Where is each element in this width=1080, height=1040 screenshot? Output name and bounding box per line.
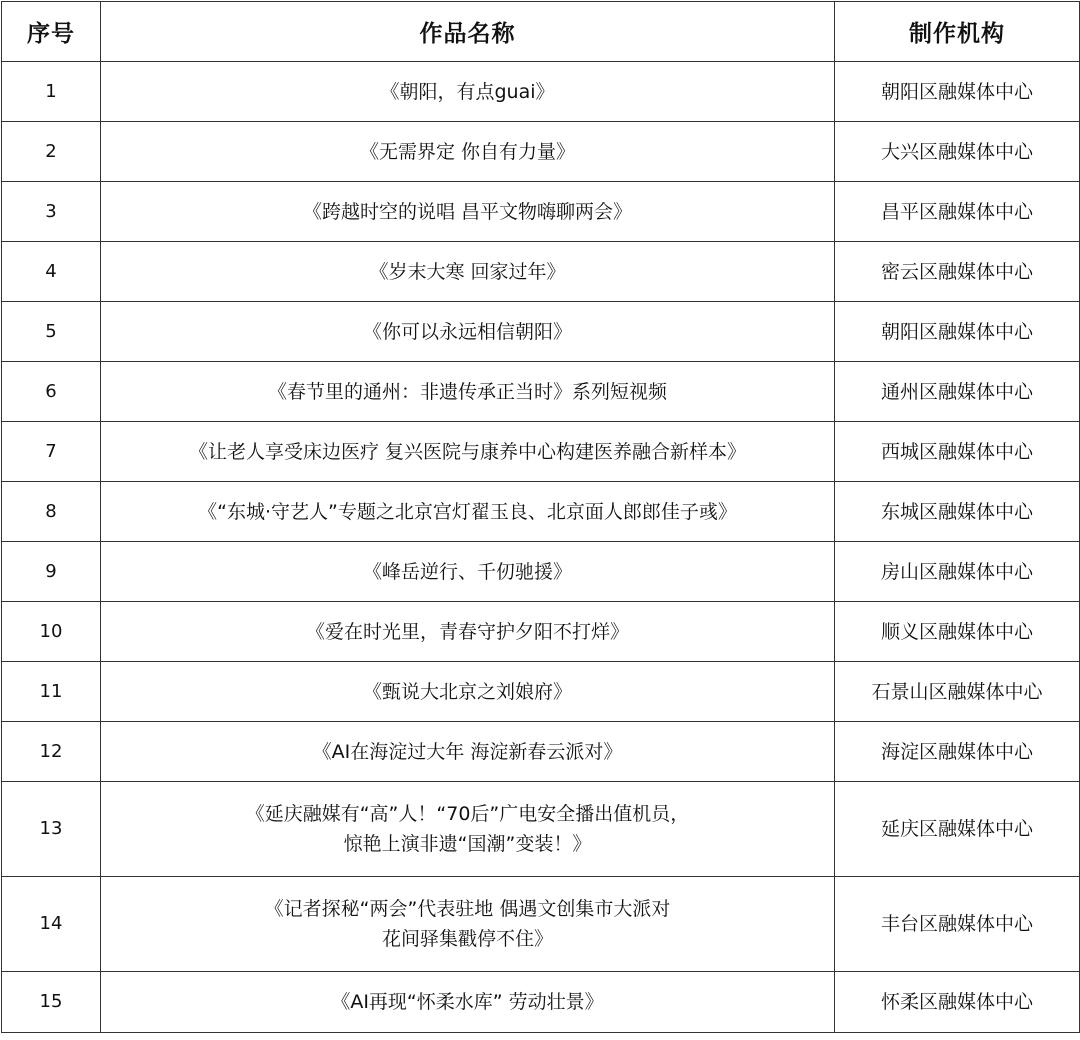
work-title-line: 花间驿集戳停不住》 xyxy=(381,928,553,950)
work-title xyxy=(101,422,835,482)
row-number: 13 xyxy=(2,782,101,877)
work-title-line: 《你可以永远相信朝阳》 xyxy=(362,320,572,343)
work-title xyxy=(101,782,835,877)
production-organization: 朝阳区融媒体中心 xyxy=(835,302,1080,362)
row-number: 8 xyxy=(2,482,101,542)
production-organization: 顺义区融媒体中心 xyxy=(835,602,1080,662)
work-title xyxy=(101,302,835,362)
work-title xyxy=(101,182,835,242)
row-number: 11 xyxy=(2,662,101,722)
work-title-line: 《甄说大北京之刘娘府》 xyxy=(362,680,572,703)
work-title-line: 《春节里的通州：非遗传承正当时》系列短视频 xyxy=(267,380,667,403)
row-number: 9 xyxy=(2,542,101,602)
table-row xyxy=(2,662,1080,722)
production-organization: 密云区融媒体中心 xyxy=(835,242,1080,302)
table-row xyxy=(2,182,1080,242)
table-row xyxy=(2,62,1080,122)
work-title xyxy=(101,972,835,1033)
table-row xyxy=(2,542,1080,602)
row-number: 14 xyxy=(2,877,101,972)
header-title: 作品名称 xyxy=(101,2,835,62)
work-title xyxy=(101,662,835,722)
work-title-line: 《无需界定 你自有力量》 xyxy=(359,140,576,163)
table-row xyxy=(2,242,1080,302)
work-title-line: 《跨越时空的说唱 昌平文物嗨聊两会》 xyxy=(302,200,633,223)
table-row xyxy=(2,782,1080,877)
work-title xyxy=(101,877,835,972)
production-organization: 东城区融媒体中心 xyxy=(835,482,1080,542)
production-organization: 房山区融媒体中心 xyxy=(835,542,1080,602)
header-row xyxy=(2,2,1080,62)
production-organization: 昌平区融媒体中心 xyxy=(835,182,1080,242)
table-row xyxy=(2,722,1080,782)
production-organization: 朝阳区融媒体中心 xyxy=(835,62,1080,122)
work-title xyxy=(101,482,835,542)
work-title-line: 《AI再现“怀柔水库” 劳动壮景》 xyxy=(331,991,604,1013)
production-organization: 怀柔区融媒体中心 xyxy=(835,972,1080,1033)
table-row xyxy=(2,122,1080,182)
work-title xyxy=(101,362,835,422)
work-title-line: 《峰岳逆行、千仞驰援》 xyxy=(362,560,572,583)
production-organization: 西城区融媒体中心 xyxy=(835,422,1080,482)
production-organization: 丰台区融媒体中心 xyxy=(835,877,1080,972)
row-number: 6 xyxy=(2,362,101,422)
work-title-line: 《记者探秘“两会”代表驻地 偶遇文创集市大派对 xyxy=(264,898,671,920)
table-row xyxy=(2,972,1080,1033)
work-title-line: 《朝阳，有点guai》 xyxy=(380,80,555,103)
table-row xyxy=(2,877,1080,972)
production-organization: 通州区融媒体中心 xyxy=(835,362,1080,422)
work-title-line: 《“东城·守艺人”专题之北京宫灯翟玉良、北京面人郎郎佳子彧》 xyxy=(198,500,737,523)
table-row xyxy=(2,482,1080,542)
work-title xyxy=(101,722,835,782)
header-number: 序号 xyxy=(2,2,101,62)
production-organization: 海淀区融媒体中心 xyxy=(835,722,1080,782)
work-title-line: 《让老人享受床边医疗 复兴医院与康养中心构建医养融合新样本》 xyxy=(188,440,747,463)
row-number: 10 xyxy=(2,602,101,662)
work-title-line: 《岁末大寒 回家过年》 xyxy=(369,260,566,283)
row-number: 15 xyxy=(2,972,101,1033)
row-number: 7 xyxy=(2,422,101,482)
work-title xyxy=(101,542,835,602)
works-table xyxy=(1,1,1080,1033)
work-title-line: 惊艳上演非遗“国潮”变装！》 xyxy=(343,833,592,855)
table-row xyxy=(2,422,1080,482)
row-number: 2 xyxy=(2,122,101,182)
work-title-line: 《AI在海淀过大年 海淀新春云派对》 xyxy=(312,740,623,763)
row-number: 12 xyxy=(2,722,101,782)
work-title-line: 《爱在时光里，青春守护夕阳不打烊》 xyxy=(305,620,629,643)
table-row xyxy=(2,302,1080,362)
table-row xyxy=(2,602,1080,662)
table-row xyxy=(2,362,1080,422)
row-number: 5 xyxy=(2,302,101,362)
row-number: 1 xyxy=(2,62,101,122)
work-title xyxy=(101,242,835,302)
work-title xyxy=(101,122,835,182)
production-organization: 大兴区融媒体中心 xyxy=(835,122,1080,182)
header-organization: 制作机构 xyxy=(835,2,1080,62)
row-number: 3 xyxy=(2,182,101,242)
work-title xyxy=(101,602,835,662)
row-number: 4 xyxy=(2,242,101,302)
work-title-line: 《延庆融媒有“高”人！“70后”广电安全播出值机员， xyxy=(245,803,690,825)
production-organization: 延庆区融媒体中心 xyxy=(835,782,1080,877)
work-title xyxy=(101,62,835,122)
production-organization: 石景山区融媒体中心 xyxy=(835,662,1080,722)
